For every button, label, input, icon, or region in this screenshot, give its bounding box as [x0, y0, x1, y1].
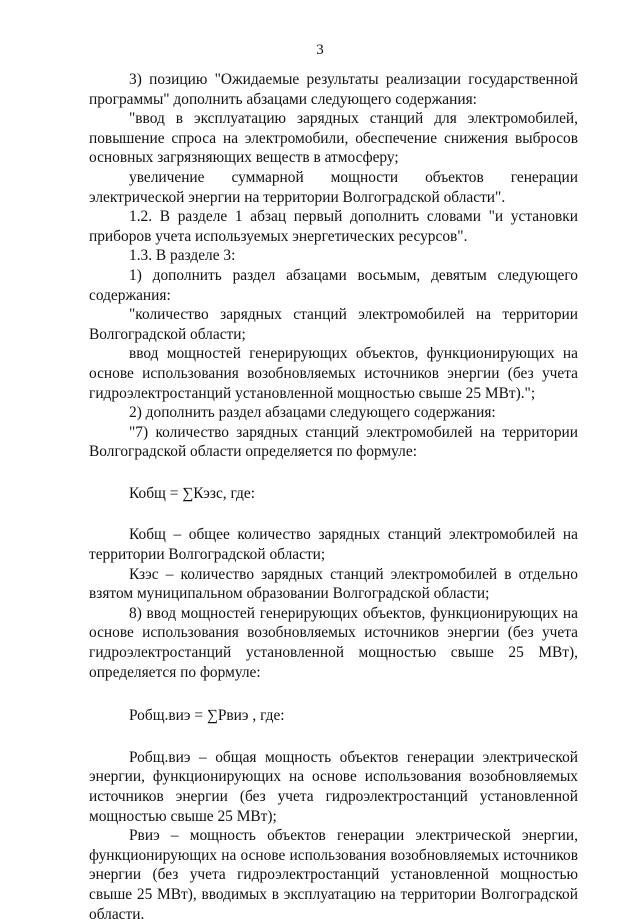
- paragraph-add-eighth-ninth: 1) дополнить раздел абзацами восьмым, девятым следующего содержания:: [89, 266, 578, 304]
- paragraph-section-1-2: 1.2. В разделе 1 абзац первый дополнить словами "и установки приборов учета используемых энергетических ресурсов".: [89, 208, 578, 245]
- paragraph-robsh-definition: Робщ.виэ – общая мощность объектов генерации электрической энергии, функционирующих на основе использования возобновляемых источников энергии (без учета гидроэлектростанций установленной мощностью свыше 25 МВт);: [89, 748, 578, 825]
- paragraph-renewable-capacity-input: ввод мощностей генерирующих объектов, функционирующих на основе использования возобновляемых источников энергии (без учета гидроэлектростанций установленной мощностью свыше 25 МВт).";: [89, 345, 578, 402]
- paragraph-charging-stations-count: "количество зарядных станций электромобилей на территории Волгоградской области;: [89, 306, 578, 343]
- paragraph-charging-stations-commissioning: "ввод в эксплуатацию зарядных станций для электромобилей, повышение спроса на электромобили, обеспечение снижения выбросов основных загрязняющих веществ в атмосферу;: [89, 110, 578, 167]
- paragraph-kzes-definition: Кзэс – количество зарядных станций электромобилей в отдельно взятом муниципальном образовании Волгоградской области;: [89, 565, 578, 603]
- paragraph-item-3-expected-results: 3) позицию "Ожидаемые результаты реализации государственной программы" дополнить абзацами следующего содержания:: [89, 71, 578, 108]
- paragraph-generation-capacity-increase: увеличение суммарной мощности объектов генерации электрической энергии на территории Волгоградской области".: [89, 168, 578, 206]
- document-body: [89, 70, 578, 924]
- paragraph-section-1-3: 1.3. В разделе 3:: [129, 247, 236, 265]
- paragraph-rvie-definition: Рвиэ – мощность объектов генерации электрической энергии, функционирующих на основе использования возобновляемых источников энергии (без учета гидроэлектростанций установленной мощностью свыше 25 МВт), вводимых в эксплуатацию на территории Волгоградской области.: [89, 827, 578, 923]
- formula-total-charging-stations: Кобщ = ∑Кэзс, где:: [129, 484, 255, 502]
- page-number: 3: [316, 42, 324, 58]
- paragraph-item-8-formula-intro: 8) ввод мощностей генерирующих объектов, функционирующих на основе использования возобновляемых источников энергии (без учета гидроэлектростанций установленной мощностью свыше 25 МВт), определяется по формуле:: [89, 604, 578, 681]
- paragraph-kobsh-definition: Кобщ – общее количество зарядных станций электромобилей на территории Волгоградской области;: [89, 526, 578, 564]
- paragraph-item-7-formula-intro: "7) количество зарядных станций электромобилей на территории Волгоградской области определяется по формуле:: [89, 423, 578, 461]
- paragraph-add-paragraphs: 2) дополнить раздел абзацами следующего содержания:: [129, 404, 496, 422]
- formula-total-renewable-capacity: Робщ.виэ = ∑Рвиэ , где:: [129, 707, 285, 725]
